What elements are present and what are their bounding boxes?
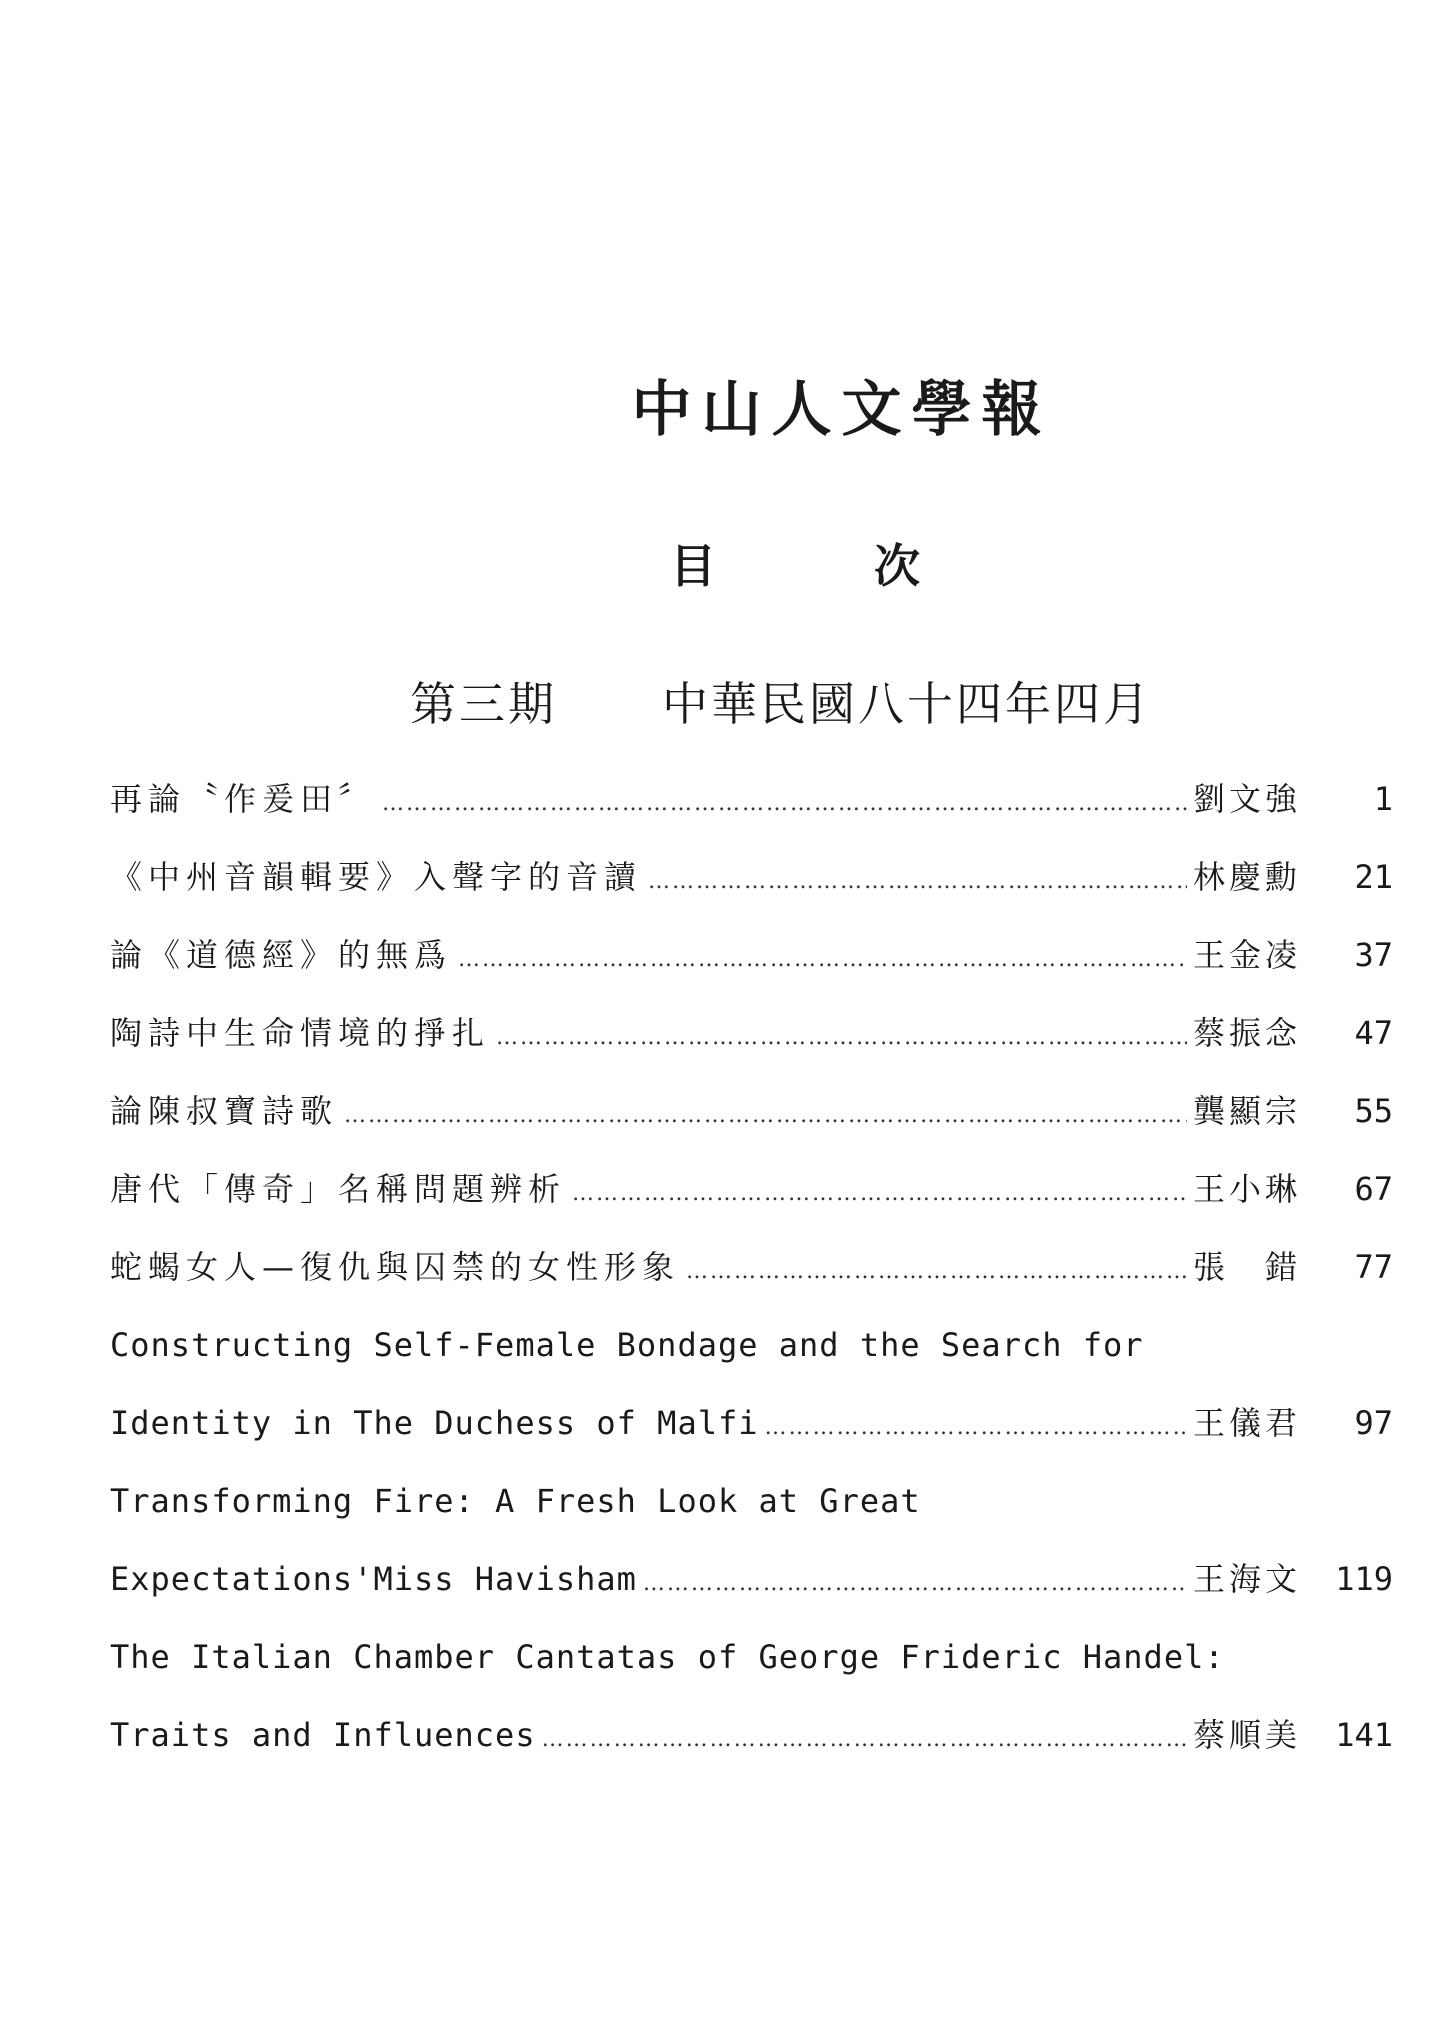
entry-page: 21 <box>1354 858 1393 896</box>
toc-entry-title-line <box>110 1306 1393 1384</box>
toc-heading-char-2: 次 <box>874 539 920 593</box>
toc-entry <box>110 1696 1393 1774</box>
toc-entry <box>110 1150 1393 1228</box>
toc-entry <box>110 1228 1393 1306</box>
entry-author: 蔡振念 <box>1193 1014 1302 1052</box>
entry-author: 劉文強 <box>1193 780 1302 818</box>
entry-title-line1: The Italian Chamber Cantatas of George Frideric Handel: <box>110 1638 1225 1676</box>
toc-list <box>110 760 1393 1774</box>
entry-page: 47 <box>1354 1014 1393 1052</box>
dot-leader <box>496 999 1187 1077</box>
entry-title: 陶詩中生命情境的掙扎 <box>110 1014 491 1052</box>
toc-entry <box>110 994 1393 1072</box>
toc-entry-title-line <box>110 1462 1393 1540</box>
dot-leader <box>344 1077 1187 1155</box>
dot-leader <box>686 1233 1187 1311</box>
entry-page: 77 <box>1354 1248 1393 1286</box>
issue-number: 第三期 <box>410 677 557 731</box>
entry-title: 再論〝作爰田〞 <box>110 780 377 818</box>
entry-title-line2: Expectations'Miss Havisham <box>110 1560 637 1598</box>
entry-title-line1: Constructing Self-Female Bondage and the Search for <box>110 1326 1144 1364</box>
entry-author: 王海文 <box>1193 1560 1302 1598</box>
entry-title: 《中州音韻輯要》入聲字的音讀 <box>110 858 643 896</box>
entry-title: 蛇蝎女人—復仇與囚禁的女性形象 <box>110 1248 681 1286</box>
entry-page: 119 <box>1335 1560 1393 1598</box>
toc-entry-title-line <box>110 1618 1393 1696</box>
entry-author: 蔡順美 <box>1193 1716 1302 1754</box>
entry-page: 37 <box>1354 936 1393 974</box>
toc-entry <box>110 1540 1393 1618</box>
toc-entry <box>110 916 1393 994</box>
toc-heading <box>670 530 920 596</box>
entry-title-line2: Identity in The Duchess of Malfi <box>110 1404 759 1442</box>
entry-page: 97 <box>1354 1404 1393 1442</box>
dot-leader <box>572 1155 1187 1233</box>
entry-page: 67 <box>1354 1170 1393 1208</box>
dot-leader <box>382 765 1187 843</box>
entry-title: 論《道德經》的無爲 <box>110 936 453 974</box>
entry-title-line1: Transforming Fire: A Fresh Look at Great <box>110 1482 921 1520</box>
dot-leader <box>765 1389 1188 1467</box>
toc-entry <box>110 838 1393 916</box>
entry-author: 王儀君 <box>1193 1404 1302 1442</box>
issue-date: 中華民國八十四年四月 <box>662 677 1152 731</box>
dot-leader <box>648 843 1187 921</box>
toc-heading-char-1: 目 <box>670 539 716 593</box>
toc-entry <box>110 760 1393 838</box>
entry-author: 王金凌 <box>1193 936 1302 974</box>
entry-author: 張 錯 <box>1193 1248 1302 1286</box>
entry-title-line2: Traits and Influences <box>110 1716 536 1754</box>
journal-title: 中山人文學報 <box>631 375 1052 445</box>
entry-title: 論陳叔寶詩歌 <box>110 1092 339 1130</box>
entry-page: 55 <box>1354 1092 1393 1130</box>
dot-leader <box>458 921 1187 999</box>
entry-page: 141 <box>1335 1716 1393 1754</box>
entry-page: 1 <box>1373 780 1393 818</box>
entry-author: 龔顯宗 <box>1193 1092 1302 1130</box>
toc-entry <box>110 1072 1393 1150</box>
toc-entry <box>110 1384 1393 1462</box>
dot-leader <box>643 1545 1187 1623</box>
entry-author: 王小琳 <box>1193 1170 1302 1208</box>
dot-leader <box>542 1701 1187 1779</box>
entry-author: 林慶勳 <box>1193 858 1302 896</box>
issue-line <box>410 668 1152 734</box>
entry-title: 唐代「傳奇」名稱問題辨析 <box>110 1170 567 1208</box>
